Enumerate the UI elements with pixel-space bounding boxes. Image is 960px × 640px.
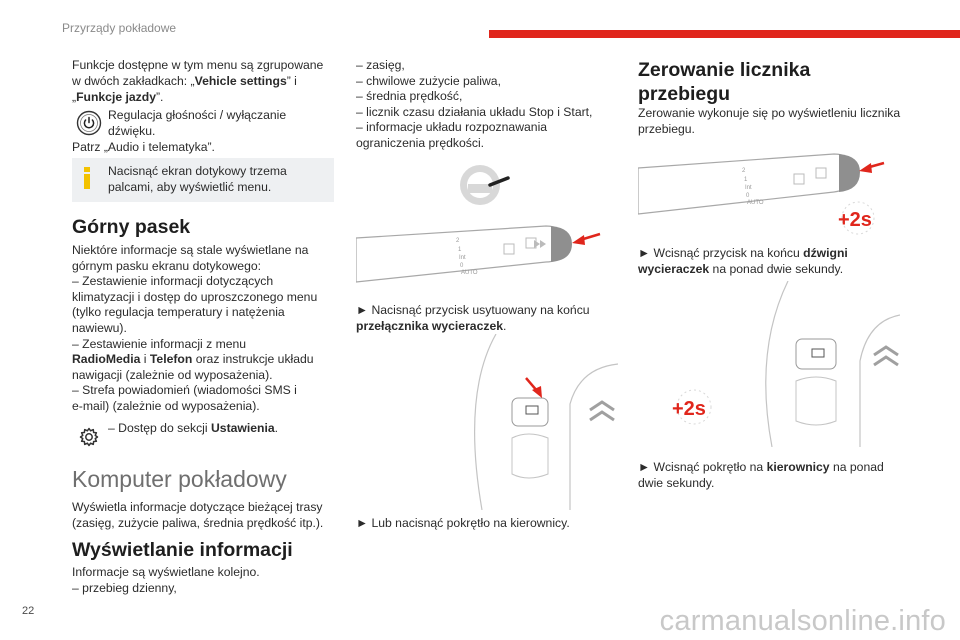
text-line: dwie sekundy. <box>638 475 715 490</box>
text-fragment: i <box>140 352 150 367</box>
steering-wheel-reset-illustration <box>668 281 900 447</box>
volume-line-2: dźwięku. <box>108 124 156 138</box>
text-line: Informacje są wyświetlane kolejno. <box>72 565 260 579</box>
text-line <box>638 246 908 262</box>
text-fragment: ► Wcisnąć przycisk na końcu <box>638 246 804 260</box>
text-fragment: . <box>274 421 279 435</box>
watermark: carmanualsonline.info <box>659 605 946 637</box>
display-info-text <box>72 565 260 596</box>
vehicle-settings-label: Vehicle settings <box>194 74 287 88</box>
reset-heading <box>638 58 810 106</box>
heading-line: przebiegu <box>638 83 731 105</box>
header-accent-bar <box>489 30 960 38</box>
intro-line-1: Funkcje dostępne w tym menu są zgrupowane <box>72 58 324 72</box>
list-item: – zasięg, <box>356 58 405 72</box>
press-wheel-reset-instruction <box>638 460 908 491</box>
text-fragment: – Dostęp do sekcji <box>108 421 211 435</box>
note-box <box>72 158 334 202</box>
text-line: – przebieg dzienny, <box>72 580 177 595</box>
ustawienia-label: Ustawienia <box>210 421 275 435</box>
stalk-label-auto: AUTO <box>461 270 478 276</box>
stalk-label-2: 2 <box>456 238 460 244</box>
text-line: (zasięg, zużycie paliwa, średnia prędkość itp.). <box>72 515 324 530</box>
stalk-label-0: 0 <box>746 193 750 199</box>
text-line <box>356 319 606 335</box>
note-text <box>108 164 328 195</box>
wiper-stalk-reset-illustration <box>638 146 898 236</box>
steering-wheel-label: kierownicy <box>766 460 830 474</box>
text-line: – Zestawienie informacji dotyczących <box>72 274 274 289</box>
text-fragment: oraz instrukcje układu <box>192 352 314 367</box>
text-line: ► Nacisnąć przycisk usytuowany na końcu <box>356 303 590 317</box>
intro-text: „ <box>72 90 77 104</box>
volume-line-1: Regulacja głośności / wyłączanie <box>108 108 287 122</box>
text-line: – Strefa powiadomień (wiadomości SMS i <box>72 383 297 398</box>
press-wheel-instruction: ► Lub nacisnąć pokrętło na kierownicy. <box>356 516 570 530</box>
radiomedia-label: RadioMedia <box>72 352 141 367</box>
text-line: górnym pasku ekranu dotykowego: <box>72 258 262 273</box>
note-line-2: palcami, aby wyświetlić menu. <box>108 179 272 194</box>
stalk-label-2: 2 <box>742 168 746 174</box>
stalk-label-0: 0 <box>460 263 464 269</box>
settings-line <box>108 421 278 437</box>
text-fragment: . <box>503 318 507 333</box>
telefon-label: Telefon <box>149 352 193 367</box>
text-fragment: na ponad <box>829 460 884 474</box>
section-title: Przyrządy pokładowe <box>62 21 177 35</box>
display-info-heading: Wyświetlanie informacji <box>72 539 293 561</box>
info-list <box>356 58 606 152</box>
trip-computer-heading: Komputer pokładowy <box>72 466 287 492</box>
steering-wheel-illustration <box>452 334 618 510</box>
note-line-1: Nacisnąć ekran dotykowy trzema <box>108 164 287 178</box>
top-bar-heading: Górny pasek <box>72 216 191 238</box>
text-line <box>72 352 342 368</box>
stalk-label-1: 1 <box>458 247 462 253</box>
wiper-switch-label: przełącznika wycieraczek <box>356 318 504 333</box>
heading-line: Zerowanie licznika <box>638 59 811 81</box>
text-fragment: ► Wcisnąć pokrętło na <box>638 460 767 474</box>
text-line: – Zestawienie informacji z menu <box>72 336 247 351</box>
list-item: – średnia prędkość, <box>356 89 463 104</box>
info-icon <box>84 167 90 189</box>
list-item: – informacje układu rozpoznawania <box>356 120 548 135</box>
page-number: 22 <box>22 605 35 617</box>
list-item: – licznik czasu działania układu Stop i Start, <box>356 104 593 119</box>
text-line <box>638 460 908 476</box>
two-seconds-badge: +2s <box>672 398 706 420</box>
driving-functions-label: Funkcje jazdy <box>76 90 156 104</box>
list-item: ograniczenia prędkości. <box>356 135 485 150</box>
intro-line-2 <box>72 74 297 90</box>
two-seconds-badge: +2s <box>838 209 872 231</box>
reset-intro <box>638 106 908 137</box>
text-line: Zerowanie wykonuje się po wyświetleniu licznika <box>638 106 901 120</box>
intro-line-3 <box>72 90 163 106</box>
intro-text: w dwóch zakładkach: „ <box>72 74 195 88</box>
intro-text: ”. <box>155 90 164 104</box>
stalk-label-auto: AUTO <box>747 200 764 206</box>
steering-wheel-icon <box>454 160 514 210</box>
trip-computer-text <box>72 500 323 531</box>
text-line: przebiegu. <box>638 121 695 136</box>
text-line: e-mail) (zależnie od wyposażenia). <box>72 398 260 413</box>
stalk-label-int: Int <box>745 185 752 191</box>
text-line: (tylko regulacja temperatury i natężenia <box>72 305 285 320</box>
stalk-label-int: Int <box>459 255 466 261</box>
text-line: Wyświetla informacje dotyczące bieżącej trasy <box>72 500 323 514</box>
stalk-label: dźwigni <box>803 246 848 260</box>
list-item: – chwilowe zużycie paliwa, <box>356 73 501 88</box>
text-line: nawigacji (zależnie od wyposażenia). <box>72 367 273 382</box>
text-line: nawiewu). <box>72 320 127 335</box>
see-audio-line: Patrz „Audio i telematyka”. <box>72 140 215 154</box>
gear-icon <box>78 426 100 448</box>
wiper-stalk-illustration <box>356 218 606 288</box>
text-line: klimatyzacji i dostęp do uproszczonego menu <box>72 289 318 304</box>
intro-text: ” i <box>286 74 297 88</box>
text-fragment: na ponad dwie sekundy. <box>709 261 844 276</box>
press-stalk-reset-instruction <box>638 246 908 277</box>
wipers-label: wycieraczek <box>638 261 710 276</box>
power-icon <box>76 110 102 136</box>
top-bar-text <box>72 243 342 415</box>
text-line: Niektóre informacje są stale wyświetlane na <box>72 243 309 257</box>
stalk-label-1: 1 <box>744 177 748 183</box>
text-line <box>638 262 908 278</box>
press-stalk-instruction <box>356 303 606 334</box>
